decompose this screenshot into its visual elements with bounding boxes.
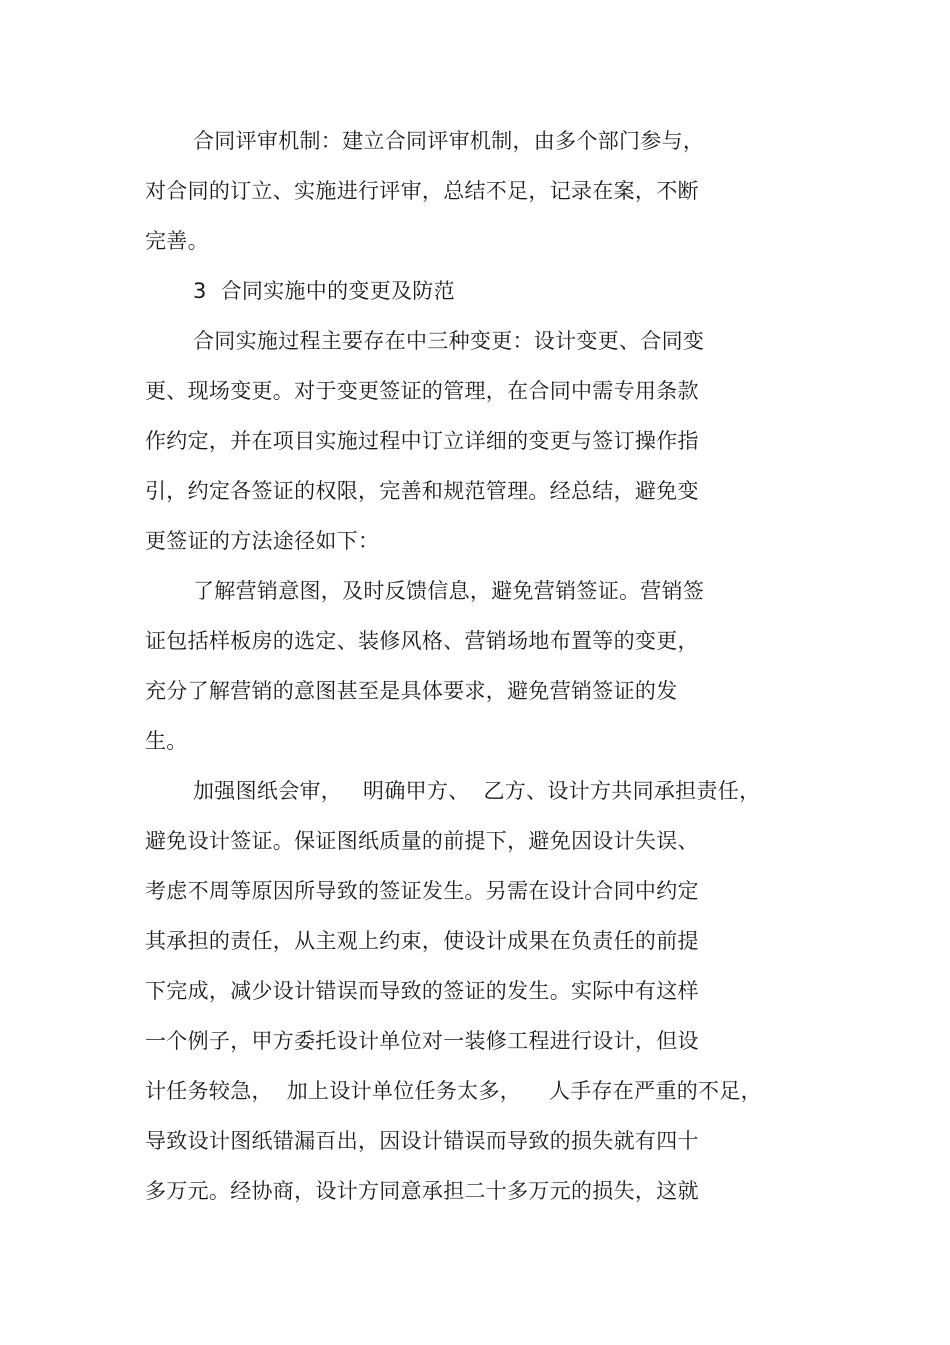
paragraph-line: 更、现场变更。对于变更签证的管理，在合同中需专用条款	[145, 379, 699, 403]
paragraph-line: 完善。	[145, 229, 209, 253]
paragraph-line: 对合同的订立、实施进行评审，总结不足，记录在案，不断	[145, 179, 699, 203]
paragraph-line: 了解营销意图，及时反馈信息，避免营销签证。营销签	[193, 579, 705, 603]
paragraph-line: 考虑不周等原因所导致的签证发生。另需在设计合同中约定	[145, 879, 699, 903]
paragraph-line: 证包括样板房的选定、装修风格、营销场地布置等的变更，	[145, 629, 699, 653]
paragraph-line: 生。	[145, 729, 188, 753]
paragraph-line: 下完成，减少设计错误而导致的签证的发生。实际中有这样	[145, 979, 699, 1003]
paragraph-line: 一个例子，甲方委托设计单位对一装修工程进行设计，但设	[145, 1029, 699, 1053]
section-heading: 3 合同实施中的变更及防范	[193, 279, 455, 303]
paragraph-line: 计任务较急， 加上设计单位任务太多， 人手存在严重的不足，	[145, 1079, 762, 1103]
paragraph-line: 其承担的责任，从主观上约束，使设计成果在负责任的前提	[145, 929, 699, 953]
paragraph-line: 多万元。经协商，设计方同意承担二十多万元的损失，这就	[145, 1179, 699, 1203]
paragraph-line: 充分了解营销的意图甚至是具体要求，避免营销签证的发	[145, 679, 678, 703]
paragraph-line: 避免设计签证。保证图纸质量的前提下，避免因设计失误、	[145, 829, 699, 853]
paragraph-line: 作约定，并在项目实施过程中订立详细的变更与签订操作指	[145, 429, 699, 453]
paragraph-line: 导致设计图纸错漏百出，因设计错误而导致的损失就有四十	[145, 1129, 699, 1153]
paragraph-line: 更签证的方法途径如下：	[145, 529, 380, 553]
paragraph-line: 引，约定各签证的权限，完善和规范管理。经总结，避免变	[145, 479, 699, 503]
paragraph-line: 合同实施过程主要存在中三种变更：设计变更、合同变	[193, 329, 705, 353]
paragraph-line: 加强图纸会审， 明确甲方、 乙方、设计方共同承担责任，	[193, 779, 761, 803]
paragraph-line: 合同评审机制：建立合同评审机制，由多个部门参与，	[193, 129, 705, 153]
